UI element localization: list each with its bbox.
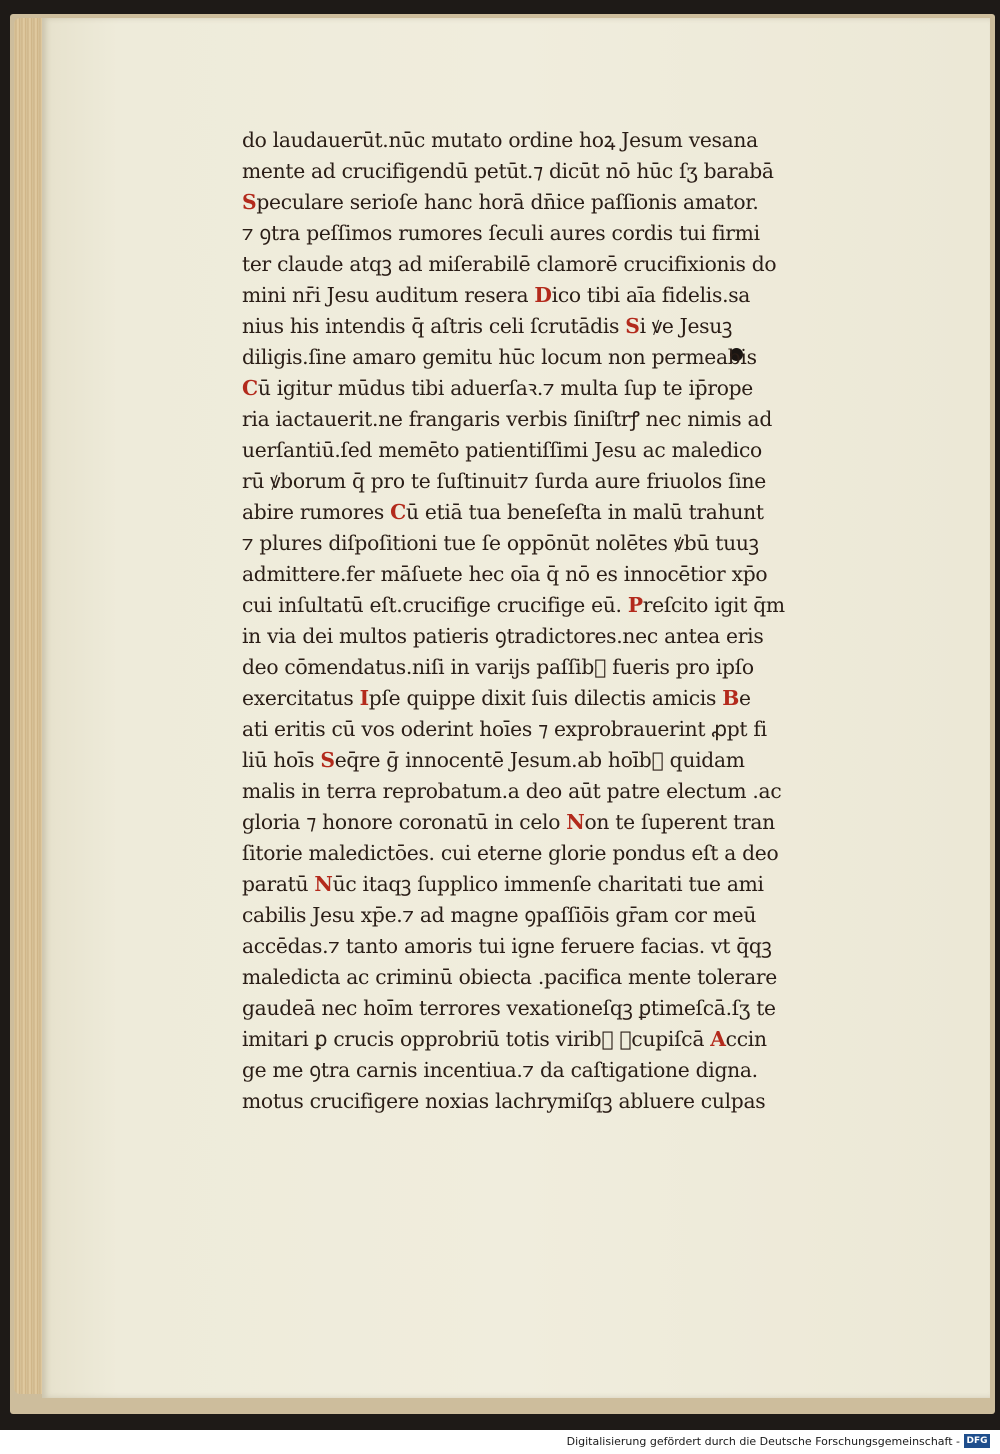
text-line [242,528,914,559]
line-text: abire rumores [242,500,391,524]
line-text: gaudeā nec hoīm terrores vexationeſqꝫ ꝑtimeſcā.ſʒ te [242,996,776,1020]
line-text: ūc itaqꝫ ſupplico immenſe charitati tue ami [332,872,764,896]
line-text: i ꝟe Jesuꝫ [639,314,733,338]
text-line [242,435,914,466]
text-line [242,466,914,497]
line-text: rū ꝟborum q̄ pro te ſuſtinuit⁊ ſurda aure friuolos ſine [242,469,766,493]
rubricated-initial: S [625,314,640,338]
line-text: admittere.fer māſuete hec oīa q̄ nō es innocētior xp̄o [242,562,768,586]
footer-bar [0,1430,1000,1454]
text-line [242,1086,914,1117]
line-text: ati eritis cū vos oderint hoīes ⁊ exprobrauerint ꝓpt fi [242,717,767,741]
rubricated-initial: N [566,810,585,834]
text-line [242,497,914,528]
line-text: exercitatus [242,686,360,710]
line-text: do laudauerūt.nūc mutato ordine hoꝝ Jesum vesana [242,128,758,152]
text-line [242,962,914,993]
text-line [242,776,914,807]
line-text: ter claude atqꝫ ad miſerabilē clamorē crucifixionis do [242,252,777,276]
rubricated-initial: A [710,1027,726,1051]
text-line [242,714,914,745]
line-text: reſcito igit q̄m [642,593,785,617]
text-line [242,869,914,900]
line-text: ū igitur mūdus tibi aduerſaꝛ.⁊ multa ſup te ip̄rope [257,376,753,400]
line-text: motus crucifigere noxias lachrymiſqꝫ abluere culpas [242,1089,766,1113]
line-text: liū hoīs [242,748,321,772]
rubricated-initial: N [314,872,333,896]
text-line [242,590,914,621]
line-text: ⁊ ꝯtra peſſimos rumores ſeculi aures cordis tui firmi [242,221,760,245]
text-line [242,807,914,838]
line-text: gloria ⁊ honore coronatū in celo [242,810,567,834]
text-block [242,125,922,1117]
text-line [242,559,914,590]
text-line [242,931,914,962]
line-text: diligis.ſine amaro gemitu hūc locum non permeabis [242,345,757,369]
line-text: ria iactauerit.ne frangaris verbis ſiniſtrꝭ nec nimis ad [242,407,773,431]
text-line [242,683,914,714]
text-line [242,993,914,1024]
text-line [242,280,914,311]
funding-note: Digitalisierung gefördert durch die Deutsche Forschungsgemeinschaft - [566,1435,960,1448]
line-text: ū etiā tua beneſeſta in malū trahunt [405,500,764,524]
text-line [242,187,914,218]
line-text: accēdas.⁊ tanto amoris tui igne feruere facias. vt q̄qꝫ [242,934,772,958]
text-line [242,900,914,931]
rubricated-initial: P [627,593,643,617]
line-text: imitari ꝑ crucis opprobriū totis virib᷑ ꝯcupiſcā [242,1027,711,1051]
line-text: paratū [242,872,315,896]
line-text: nius his intendis q̄ aſtris celi ſcrutādis [242,314,626,338]
text-line [242,249,914,280]
text-line [242,125,914,156]
line-text: ⁊ plures diſpoſitioni tue ſe oppōnūt nolētes ꝟbū tuuꝫ [242,531,759,555]
line-text: on te ſuperent tran [584,810,775,834]
text-line [242,311,914,342]
line-text: uerſantiū.ſed memēto patientiſſimi Jesu ac maledico [242,438,762,462]
line-text: mente ad crucifigendū petūt.⁊ dicūt nō hūc ſʒ barabā [242,159,774,183]
line-text: pſe quippe dixit ſuis dilectis amicis [368,686,723,710]
text-line [242,404,914,435]
text-line [242,1055,914,1086]
line-text: malis in terra reprobatum.a deo aūt patre electum .ac [242,779,782,803]
line-text: maledicta ac criminū obiecta .pacifica mente tolerare [242,965,777,989]
line-text: ccin [725,1027,767,1051]
text-line [242,373,914,404]
rubricated-initial: C [390,500,406,524]
rubricated-initial: C [242,376,258,400]
rubricated-initial: D [534,283,552,307]
line-text: deo cōmendatus.niſi in varijs paſſib᷑ fueris pro ipſo [242,655,754,679]
line-text: eq̄re ḡ innocentē Jesum.ab hoīb᷑ quidam [334,748,745,772]
text-line [242,218,914,249]
rubricated-initial: I [359,686,369,710]
line-text: cui inſultatū eſt.crucifige crucifige eū. [242,593,628,617]
text-line [242,1024,914,1055]
rubricated-initial: S [320,748,335,772]
line-text: peculare serioſe hanc horā dn̄ice paſſionis amator. [256,190,759,214]
text-line [242,745,914,776]
rubricated-initial: S [242,190,257,214]
text-line [242,621,914,652]
text-line [242,342,914,373]
text-line [242,652,914,683]
text-line [242,838,914,869]
dfg-logo: DFG [964,1434,990,1448]
text-line [242,156,914,187]
line-text: ge me ꝯtra carnis incentiua.⁊ da caſtigatione digna. [242,1058,758,1082]
line-text: in via dei multos patieris ꝯtradictores.nec antea eris [242,624,764,648]
line-text: ſitorie maledictōes. cui eterne glorie pondus eſt a deo [242,841,779,865]
line-text: mini nr̄i Jesu auditum resera [242,283,535,307]
line-text: e [739,686,751,710]
rubricated-initial: B [722,686,740,710]
line-text: ico tibi aīa fidelis.sa [551,283,751,307]
line-text: cabilis Jesu xp̄e.⁊ ad magne ꝯpaſſiōis gr̄am cor meū [242,903,757,927]
